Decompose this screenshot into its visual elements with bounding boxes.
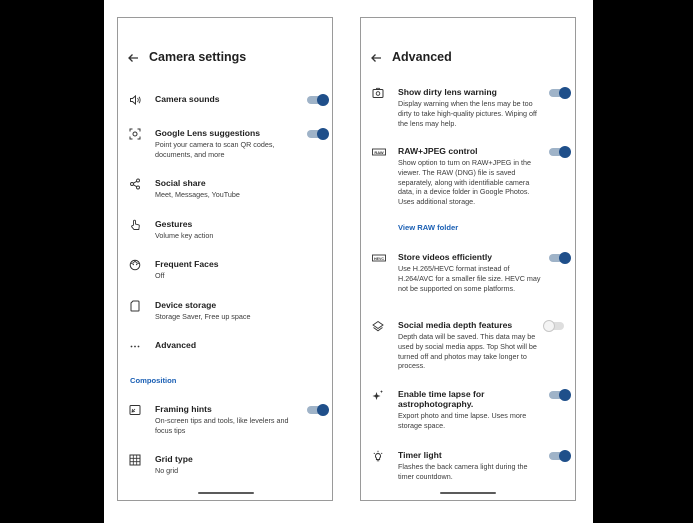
setting-title: Camera sounds — [155, 94, 220, 104]
setting-title: Frequent Faces — [155, 259, 219, 269]
setting-description: Depth data will be saved. This data may be used by social media apps. Top Shot will be turned off and photos may take longer to process. — [398, 332, 537, 371]
setting-description: Use H.265/HEVC format instead of H.264/AVC for a smaller file size. HEVC may not be supported on some platforms. — [398, 264, 541, 293]
layers-icon — [372, 320, 386, 334]
advanced-settings-screen — [360, 17, 576, 501]
setting-title: Social media depth features — [398, 320, 513, 330]
setting-description: Storage Saver, Free up space — [155, 312, 251, 321]
time-lapse-toggle[interactable] — [549, 391, 569, 399]
svg-text:HEVC: HEVC — [374, 256, 384, 261]
raw-jpeg-toggle[interactable] — [549, 148, 569, 156]
storage-card-icon — [129, 300, 143, 314]
framing-hints-toggle[interactable] — [307, 406, 327, 414]
more-horiz-icon — [129, 340, 143, 354]
setting-title-line2: astrophotography. — [398, 399, 474, 409]
setting-title: Device storage — [155, 300, 217, 310]
setting-description: No grid — [155, 466, 179, 475]
setting-title: Store videos efficiently — [398, 252, 493, 262]
page-title: Advanced — [392, 50, 452, 64]
setting-description: Flashes the back camera light during the timer countdown. — [398, 462, 528, 481]
svg-text:RAW: RAW — [374, 149, 384, 155]
setting-description: Off — [155, 271, 165, 280]
framing-icon — [129, 404, 143, 418]
raw-icon — [372, 146, 386, 160]
camera-sounds-toggle[interactable] — [307, 96, 327, 104]
gesture-navigation-bar[interactable] — [198, 492, 254, 495]
page-title: Camera settings — [149, 50, 247, 64]
gesture-hand-icon — [129, 219, 143, 233]
setting-title: Social share — [155, 178, 206, 188]
app-bar — [361, 50, 575, 70]
grid-icon — [129, 454, 143, 468]
social-media-depth-toggle[interactable] — [544, 322, 564, 330]
setting-title-line1: Enable time lapse for — [398, 389, 485, 399]
store-videos-toggle[interactable] — [549, 254, 569, 262]
setting-title: Framing hints — [155, 404, 212, 414]
camera-settings-screen — [117, 17, 333, 501]
app-bar — [118, 50, 332, 70]
setting-description: Export photo and time lapse. Uses more storage space. — [398, 411, 527, 430]
view-raw-folder-link[interactable]: View RAW folder — [398, 223, 459, 232]
setting-description: On-screen tips and tools, like levelers and focus tips — [155, 416, 289, 435]
back-arrow-icon[interactable] — [126, 51, 142, 67]
back-arrow-icon[interactable] — [369, 51, 385, 67]
setting-title: Grid type — [155, 454, 193, 464]
face-icon — [129, 259, 143, 273]
lens-warning-icon — [372, 87, 386, 101]
timer-light-toggle[interactable] — [549, 452, 569, 460]
light-bulb-icon — [372, 450, 386, 464]
setting-title: RAW+JPEG control — [398, 146, 478, 156]
setting-description: Show option to turn on RAW+JPEG in the viewer. The RAW (DNG) file is saved separately, along with identifiable camera data, in a device folder in Google Photos. Uses additional storage. — [398, 158, 531, 207]
setting-description: Meet, Messages, YouTube — [155, 190, 240, 199]
setting-title: Gestures — [155, 219, 193, 229]
dirty-lens-toggle[interactable] — [549, 89, 569, 97]
setting-title: Timer light — [398, 450, 442, 460]
gesture-navigation-bar[interactable] — [440, 492, 496, 495]
lens-icon — [129, 128, 143, 142]
section-header-composition: Composition — [130, 376, 177, 385]
setting-description: Point your camera to scan QR codes, documents, and more — [155, 140, 275, 159]
google-lens-toggle[interactable] — [307, 130, 327, 138]
hevc-icon — [372, 252, 386, 266]
speaker-icon — [129, 94, 143, 108]
sparkle-icon — [372, 389, 386, 403]
share-icon — [129, 178, 143, 192]
setting-title: Google Lens suggestions — [155, 128, 261, 138]
setting-title: Advanced — [155, 340, 197, 350]
setting-description: Display warning when the lens may be too dirty to take high-quality pictures. Wiping off the lens may help. — [398, 99, 537, 128]
setting-description: Volume key action — [155, 231, 214, 240]
setting-title: Show dirty lens warning — [398, 87, 497, 97]
